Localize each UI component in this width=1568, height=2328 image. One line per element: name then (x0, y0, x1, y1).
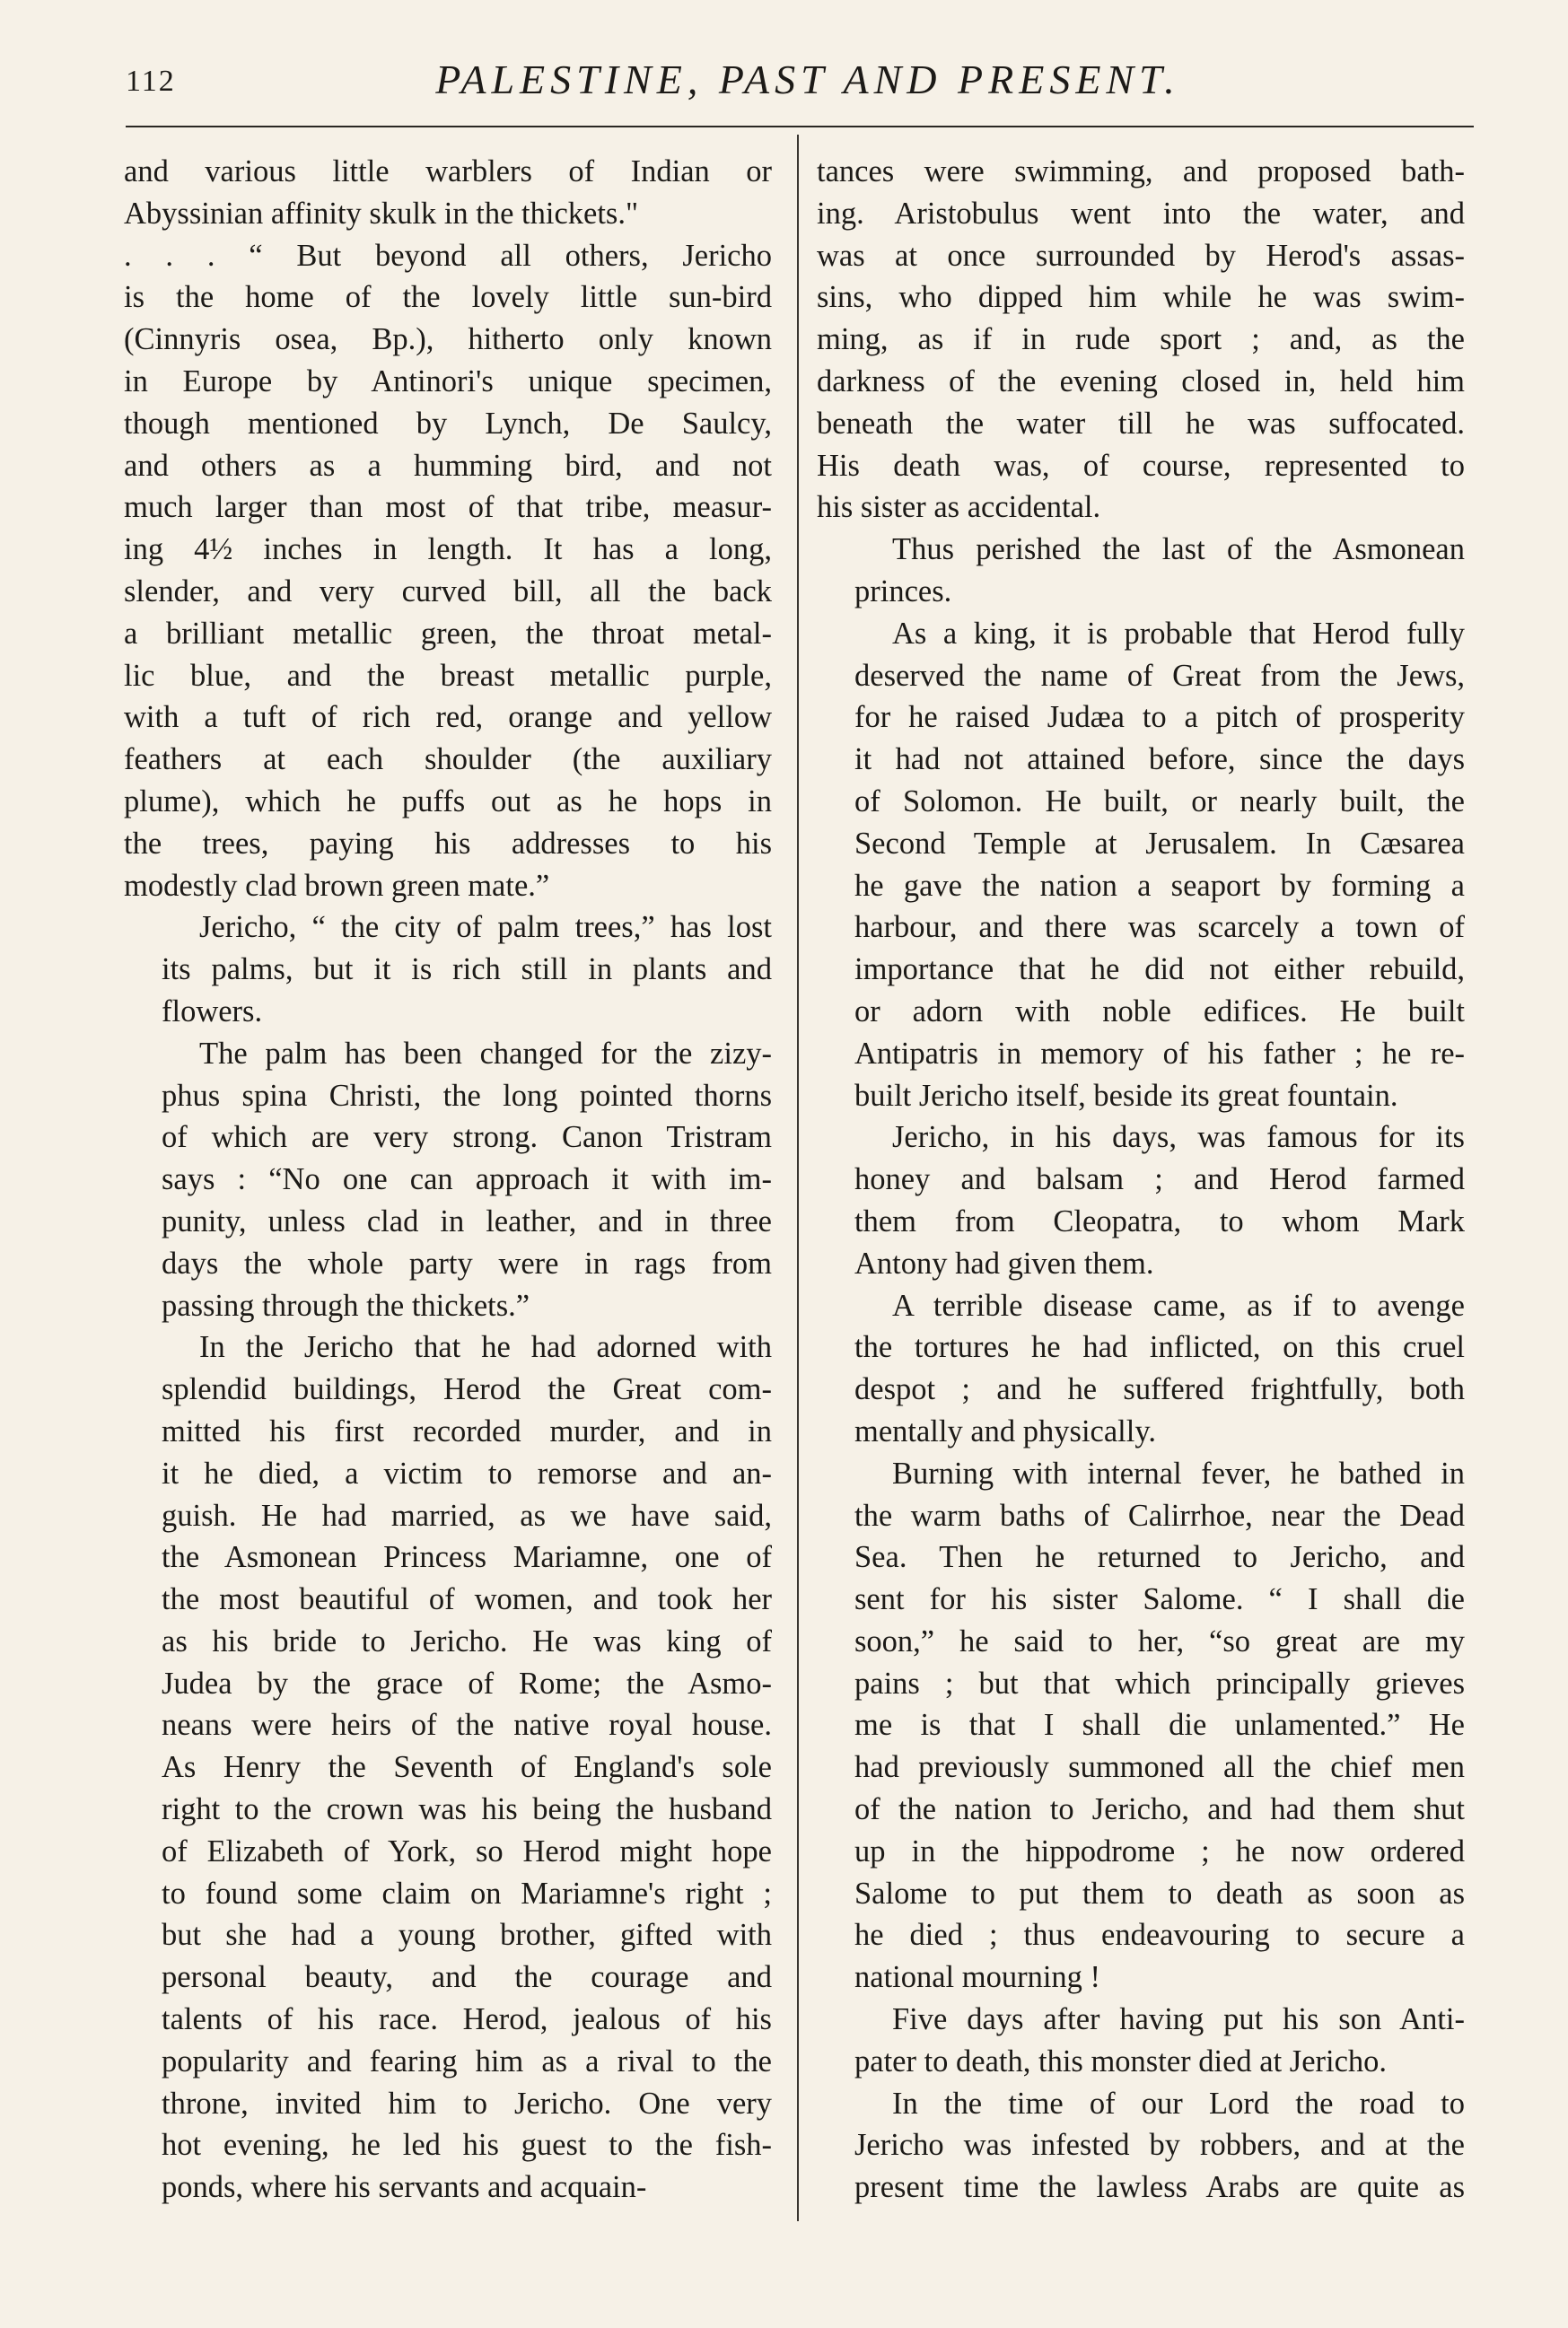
text-line: Antony had given them. (854, 1246, 1154, 1281)
text-line: soon,” he said to her, “so great are my (854, 1623, 1465, 1658)
text-line: popularity and fearing him as a rival to the (162, 2044, 772, 2079)
text-line: mitted his first recorded murder, and in (162, 1413, 772, 1448)
text-line: with a tuft of rich red, orange and yellow (124, 700, 772, 735)
text-line: though mentioned by Lynch, De Saulcy, (124, 406, 772, 441)
column-divider (797, 135, 799, 2221)
paragraph (817, 613, 1465, 1117)
text-line: is the home of the lovely little sun-bird (124, 280, 772, 315)
text-line: lic blue, and the breast metallic purple, (124, 658, 772, 693)
text-line: In the Jericho that he had adorned with (199, 1330, 772, 1365)
text-line: his sister as accidental. (817, 490, 1101, 525)
text-line: (Cinnyris osea, Bp.), hitherto only known (124, 322, 772, 357)
paragraph (817, 1116, 1465, 1284)
text-line: sent for his sister Salome. “ I shall die (854, 1582, 1465, 1617)
text-line: splendid buildings, Herod the Great com- (162, 1372, 772, 1407)
text-line: pater to death, this monster died at Jericho. (854, 2044, 1388, 2079)
text-line: modestly clad brown green mate.” (124, 868, 550, 903)
right-column (817, 151, 1465, 2209)
paragraph (124, 1033, 772, 1327)
text-line: passing through the thickets.” (162, 1288, 530, 1323)
text-line: ponds, where his servants and acquain- (162, 2170, 647, 2205)
text-line: hot evening, he led his guest to the fish- (162, 2128, 772, 2163)
text-line: Judea by the grace of Rome; the Asmo- (162, 1666, 772, 1701)
text-line: A terrible disease came, as if to avenge (892, 1288, 1465, 1323)
text-line: or adorn with noble edifices. He built (854, 993, 1465, 1028)
text-line: the most beautiful of women, and took her (162, 1582, 772, 1617)
text-line: to found some claim on Mariamne's right ; (162, 1876, 772, 1911)
page-number: 112 (126, 65, 176, 98)
text-line: and others as a humming bird, and not (124, 448, 772, 483)
text-line: phus spina Christi, the long pointed thorns (162, 1078, 772, 1113)
text-line: them from Cleopatra, to whom Mark (854, 1203, 1465, 1238)
text-line: ming, as if in rude sport ; and, as the (817, 322, 1465, 357)
text-line: says : “No one can approach it with im- (162, 1162, 772, 1197)
text-line: punity, unless clad in leather, and in three (162, 1203, 772, 1238)
text-line: it he died, a victim to remorse and an- (162, 1456, 772, 1491)
text-line: days the whole party were in rags from (162, 1246, 772, 1281)
text-line: Burning with internal fever, he bathed in (892, 1456, 1465, 1491)
text-line: national mourning ! (854, 1960, 1101, 1995)
text-line: the tortures he had inflicted, on this cruel (854, 1330, 1465, 1365)
header-rule (126, 126, 1474, 127)
text-line: Jericho, “ the city of palm trees,” has lost (199, 910, 772, 945)
text-line: mentally and physically. (854, 1413, 1156, 1448)
text-line: Second Temple at Jerusalem. In Cæsarea (854, 826, 1465, 861)
text-line: princes. (854, 573, 952, 608)
text-line: but she had a young brother, gifted with (162, 1918, 772, 1953)
paragraph (817, 151, 1465, 529)
text-line: Antipatris in memory of his father ; he re- (854, 1036, 1465, 1071)
text-line: he died ; thus endeavouring to secure a (854, 1918, 1465, 1953)
paragraph (124, 151, 772, 235)
text-line: feathers at each shoulder (the auxiliary (124, 742, 772, 777)
text-line: as his bride to Jericho. He was king of (162, 1623, 772, 1658)
text-line: throne, invited him to Jericho. One very (162, 2086, 772, 2121)
text-line: Five days after having put his son Anti- (892, 2002, 1465, 2037)
text-line: a brilliant metallic green, the throat metal- (124, 616, 772, 651)
text-line: had previously summoned all the chief men (854, 1750, 1465, 1785)
text-line: sins, who dipped him while he was swim- (817, 280, 1465, 315)
text-line: right to the crown was his being the husband (162, 1792, 772, 1827)
text-line: Sea. Then he returned to Jericho, and (854, 1540, 1465, 1575)
text-line: Thus perished the last of the Asmonean (892, 532, 1465, 567)
text-line: was at once surrounded by Herod's assas- (817, 238, 1465, 273)
text-line: honey and balsam ; and Herod farmed (854, 1162, 1465, 1197)
text-line: the Asmonean Princess Mariamne, one of (162, 1540, 772, 1575)
text-line: of the nation to Jericho, and had them shut (854, 1792, 1465, 1827)
text-line: built Jericho itself, beside its great fountain. (854, 1078, 1398, 1113)
text-line: up in the hippodrome ; he now ordered (854, 1834, 1465, 1869)
paragraph (817, 1285, 1465, 1453)
text-line: the warm baths of Calirrhoe, near the Dead (854, 1498, 1465, 1533)
text-line: tances were swimming, and proposed bath- (817, 154, 1465, 188)
text-line: harbour, and there was scarcely a town of (854, 910, 1465, 945)
text-line: Jericho, in his days, was famous for its (892, 1120, 1465, 1155)
text-line: His death was, of course, represented to (817, 448, 1465, 483)
text-line: despot ; and he suffered frightfully, both (854, 1372, 1465, 1407)
text-line: darkness of the evening closed in, held him (817, 363, 1465, 398)
text-line: In the time of our Lord the road to (892, 2086, 1465, 2121)
text-line: As Henry the Seventh of England's sole (162, 1750, 772, 1785)
text-line: beneath the water till he was suffocated. (817, 406, 1465, 441)
text-line: me is that I shall die unlamented.” He (854, 1708, 1465, 1743)
text-line: neans were heirs of the native royal house. (162, 1708, 772, 1743)
text-line: Jericho was infested by robbers, and at the (854, 2128, 1465, 2163)
text-line: importance that he did not either rebuild, (854, 952, 1465, 987)
text-line: The palm has been changed for the zizy- (199, 1036, 772, 1071)
text-line: the trees, paying his addresses to his (124, 826, 772, 861)
text-line: guish. He had married, as we have said, (162, 1498, 772, 1533)
text-line: plume), which he puffs out as he hops in (124, 783, 772, 818)
paragraph (817, 529, 1465, 613)
text-line: . . . “ But beyond all others, Jericho (124, 238, 772, 273)
text-line: slender, and very curved bill, all the back (124, 573, 772, 608)
text-line: As a king, it is probable that Herod fully (892, 616, 1465, 651)
text-line: for he raised Judæa to a pitch of prosperity (854, 700, 1465, 735)
left-column (124, 151, 772, 2209)
text-line: ing. Aristobulus went into the water, and (817, 196, 1465, 231)
text-line: in Europe by Antinori's unique specimen, (124, 363, 772, 398)
text-line: of which are very strong. Canon Tristram (162, 1120, 772, 1155)
text-line: deserved the name of Great from the Jews, (854, 658, 1465, 693)
text-line: Salome to put them to death as soon as (854, 1876, 1465, 1911)
paragraph (124, 1326, 772, 2209)
text-line: Abyssinian affinity skulk in the thickets." (124, 196, 639, 231)
text-line: pains ; but that which principally grieves (854, 1666, 1465, 1701)
running-title: PALESTINE, PAST AND PRESENT. (435, 57, 1180, 102)
text-line: much larger than most of that tribe, measur- (124, 490, 772, 525)
text-line: he gave the nation a seaport by forming a (854, 868, 1465, 903)
paragraph (817, 1453, 1465, 1999)
text-line: present time the lawless Arabs are quite as (854, 2170, 1465, 2205)
text-line: flowers. (162, 993, 263, 1028)
text-line: of Solomon. He built, or nearly built, the (854, 783, 1465, 818)
text-line: it had not attained before, since the days (854, 742, 1465, 777)
paragraph (124, 235, 772, 907)
text-line: and various little warblers of Indian or (124, 154, 772, 188)
text-line: its palms, but it is rich still in plants and (162, 952, 772, 987)
text-line: personal beauty, and the courage and (162, 1960, 772, 1995)
text-line: talents of his race. Herod, jealous of his (162, 2002, 772, 2037)
paragraph (817, 1999, 1465, 2083)
paragraph (817, 2083, 1465, 2209)
paragraph (124, 906, 772, 1032)
text-line: ing 4½ inches in length. It has a long, (124, 532, 772, 567)
text-line: of Elizabeth of York, so Herod might hope (162, 1834, 772, 1869)
